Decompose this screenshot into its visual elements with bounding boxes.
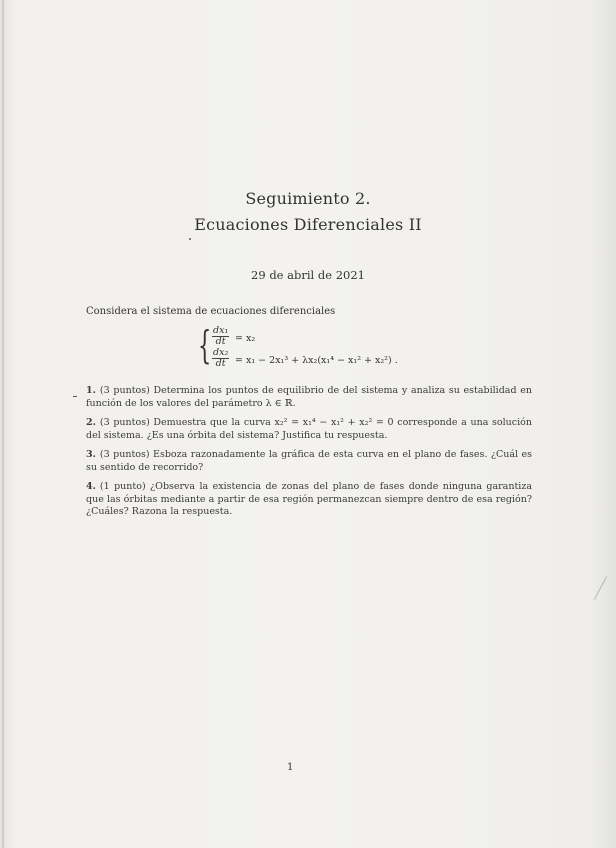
intro-text: Considera el sistema de ecuaciones diferenciales	[86, 306, 336, 317]
paper-crease	[594, 576, 607, 599]
exercise-item-2	[86, 417, 532, 442]
margin-mark	[73, 396, 77, 397]
stray-mark	[189, 238, 191, 240]
left-brace: {	[198, 323, 212, 367]
document-title: Seguimiento 2.	[245, 189, 371, 208]
exercise-number: 2.	[86, 417, 96, 428]
exercise-text: (3 puntos) Esboza razonadamente la gráfica de esta curva en el plano de fases. ¿Cuál es su sentido de recorrido?	[86, 449, 532, 473]
exercise-text: (1 punto) ¿Observa la existencia de zonas del plano de fases donde ninguna garantiza que las órbitas mediante a partir de esa región permanezcan siempre dentro de esa región? ¿Cuáles? Razona la respuesta.	[86, 481, 532, 517]
equation-1-derivative: $\frac{\text{dx₁}}{dt}$	[213, 325, 229, 347]
document-subtitle: Ecuaciones Diferenciales II	[194, 215, 422, 234]
exercise-number: 4.	[86, 481, 96, 492]
exercise-item-1	[86, 385, 532, 410]
exercise-item-3	[86, 449, 532, 474]
exercise-text: (3 puntos) Determina los puntos de equilibrio de del sistema y analiza su estabilidad en función de los valores del parámetro λ ∈ ℝ.	[86, 385, 532, 409]
exercise-number: 3.	[86, 449, 96, 460]
title-block	[0, 186, 616, 238]
document-date: 29 de abril de 2021	[251, 268, 365, 282]
exercise-item-4	[86, 481, 532, 519]
equation-2-derivative: $\frac{\text{dx₂}}{dt}$	[213, 347, 229, 369]
exercise-text: (3 puntos) Demuestra que la curva x₂² = x₁⁴ − x₁² + x₂² = 0 corresponde a una solución del sistema. ¿Es una órbita del sistema? Justifica tu respuesta.	[86, 417, 532, 441]
exercise-number: 1.	[86, 385, 96, 396]
page-edge	[2, 0, 4, 848]
equation-system	[198, 325, 408, 367]
equation-1-rhs: = x₂	[235, 333, 256, 344]
equation-2-rhs: = x₁ − 2x₁³ + λx₂(x₁⁴ − x₁² + x₂²) .	[235, 355, 398, 366]
page-number: 1	[287, 762, 294, 773]
